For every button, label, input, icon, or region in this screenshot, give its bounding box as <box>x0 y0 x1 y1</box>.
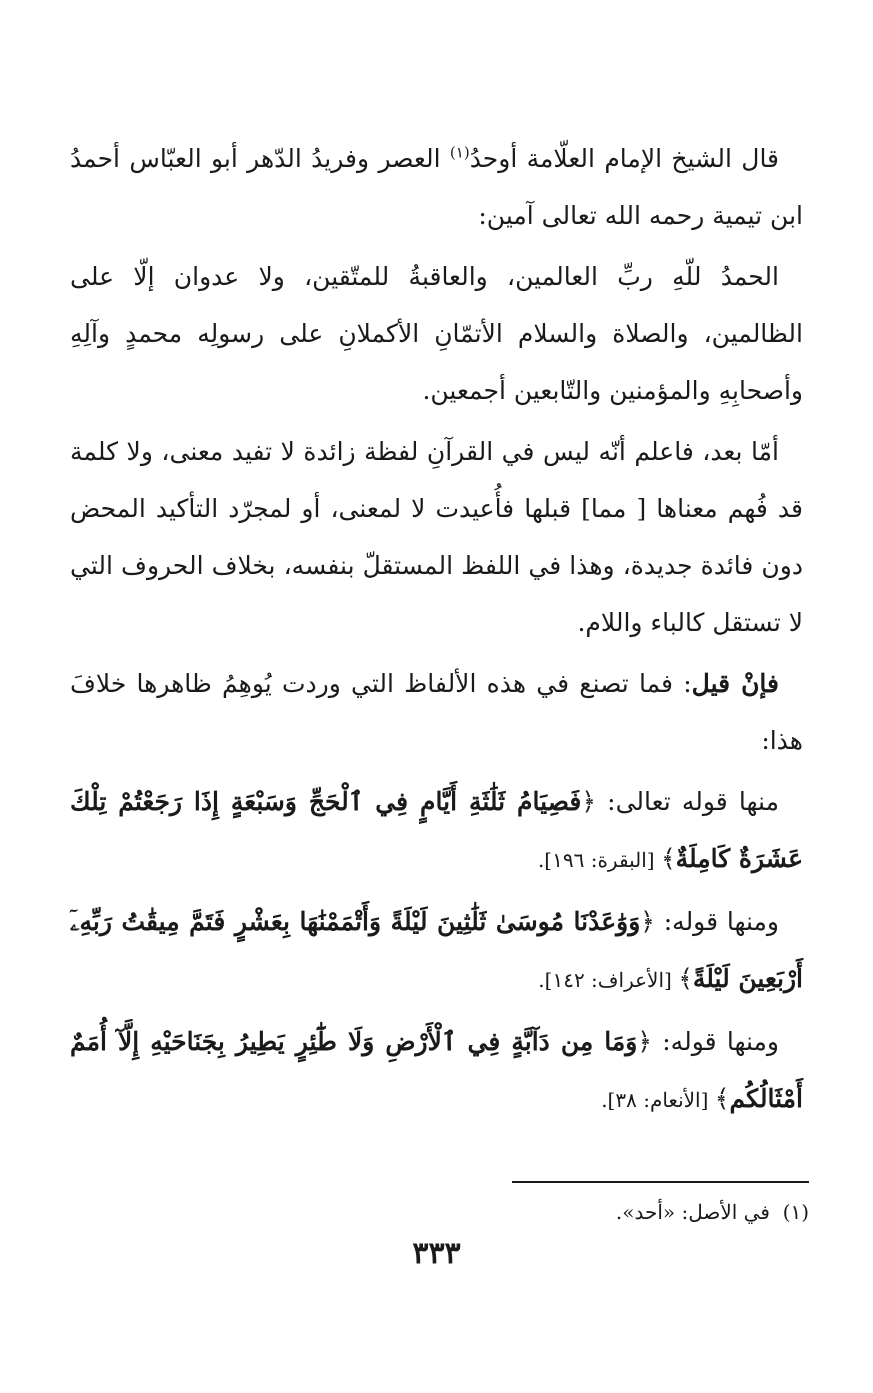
intro-paragraph <box>70 130 803 244</box>
verse-close-bracket: ﴾ <box>714 1084 730 1113</box>
verse-reference: [الأنعام: ٣٨]. <box>601 1088 715 1112</box>
main-text <box>70 130 803 1133</box>
verse-intro: منها قوله تعالى: <box>596 787 779 816</box>
verse-open-bracket: ﴿ <box>637 1027 652 1056</box>
praise-paragraph: الحمدُ للّهِ ربِّ العالمين، والعاقبةُ للمتّقين، ولا عدوان إلّا على الظالمين، والصلاة والسلام الأتمّانِ الأكملانِ على رسولِه محمدٍ وآلِهِ وأصحابِهِ والمؤمنين والتّابعين أجمعين. <box>70 262 803 405</box>
footnote-number: (١) <box>782 1200 809 1224</box>
verse-close-bracket: ﴾ <box>678 964 693 993</box>
verse-close-bracket: ﴾ <box>660 844 676 873</box>
verse-paragraph-3 <box>70 1013 803 1129</box>
page-number: ٣٣٣ <box>412 1236 461 1271</box>
footnote-divider <box>512 1181 809 1183</box>
quran-verse: وَوَٰعَدْنَا مُوسَىٰ ثَلَٰثِينَ لَيْلَةً وَأَتْمَمْنَٰهَا بِعَشْرٍ فَتَمَّ مِيقَٰتُ رَبِّهِۦٓ أَرْبَعِينَ لَيْلَةً <box>70 907 803 993</box>
quran-verse: وَمَا مِن دَآبَّةٍ فِي ٱلْأَرْضِ وَلَا طَٰٓئِرٍ يَطِيرُ بِجَنَاحَيْهِ إِلَّآ أُمَمٌ أَمْثَالُكُم <box>70 1027 803 1113</box>
verse-reference: [البقرة: ١٩٦]. <box>537 848 661 872</box>
verse-paragraph-2 <box>70 893 803 1009</box>
main-paragraph: أمّا بعد، فاعلم أنّه ليس في القرآنِ لفظة زائدة لا تفيد معنى، ولا كلمة قد فُهم معناها [ مما] قبلها فأُعيدت لا لمعنى، أو لمجرّد التأكيد المحض دون فائدة جديدة، وهذا في اللفظ المستقلّ بنفسه، بخلاف الحروف التي لا تستقل كالباء واللام. <box>70 437 803 637</box>
verse-open-bracket: ﴿ <box>640 907 655 936</box>
verse-paragraph-1 <box>70 773 803 889</box>
objection-lead: فإنْ قيل <box>691 669 779 698</box>
verse-open-bracket: ﴿ <box>581 787 596 816</box>
footnote-marker: (١) <box>449 143 470 162</box>
objection-text: : فما تصنع في هذه الألفاظ التي وردت يُوهِمُ ظاهرها خلافَ هذا: <box>70 669 803 755</box>
footnote <box>616 1196 809 1228</box>
intro-text-start: قال الشيخ الإمام العلّامة أوحدُ <box>469 144 780 173</box>
verse-intro: ومنها قوله: <box>654 907 779 936</box>
objection-paragraph <box>70 655 803 769</box>
verse-reference: [الأعراف: ١٤٢]. <box>538 968 679 992</box>
footnote-text: في الأصل: «أحد». <box>615 1200 770 1224</box>
intro-text-end: العصر وفريدُ الدّهر أبو العبّاس أحمدُ ابن تيمية رحمه الله تعالى آمين: <box>70 144 803 230</box>
quran-verse: فَصِيَامُ ثَلَٰثَةِ أَيَّامٍ فِي ٱلْحَجِّ وَسَبْعَةٍ إِذَا رَجَعْتُمْ تِلْكَ عَشَرَةٌ كَامِلَةٌ <box>70 787 803 873</box>
verse-intro: ومنها قوله: <box>652 1027 779 1056</box>
